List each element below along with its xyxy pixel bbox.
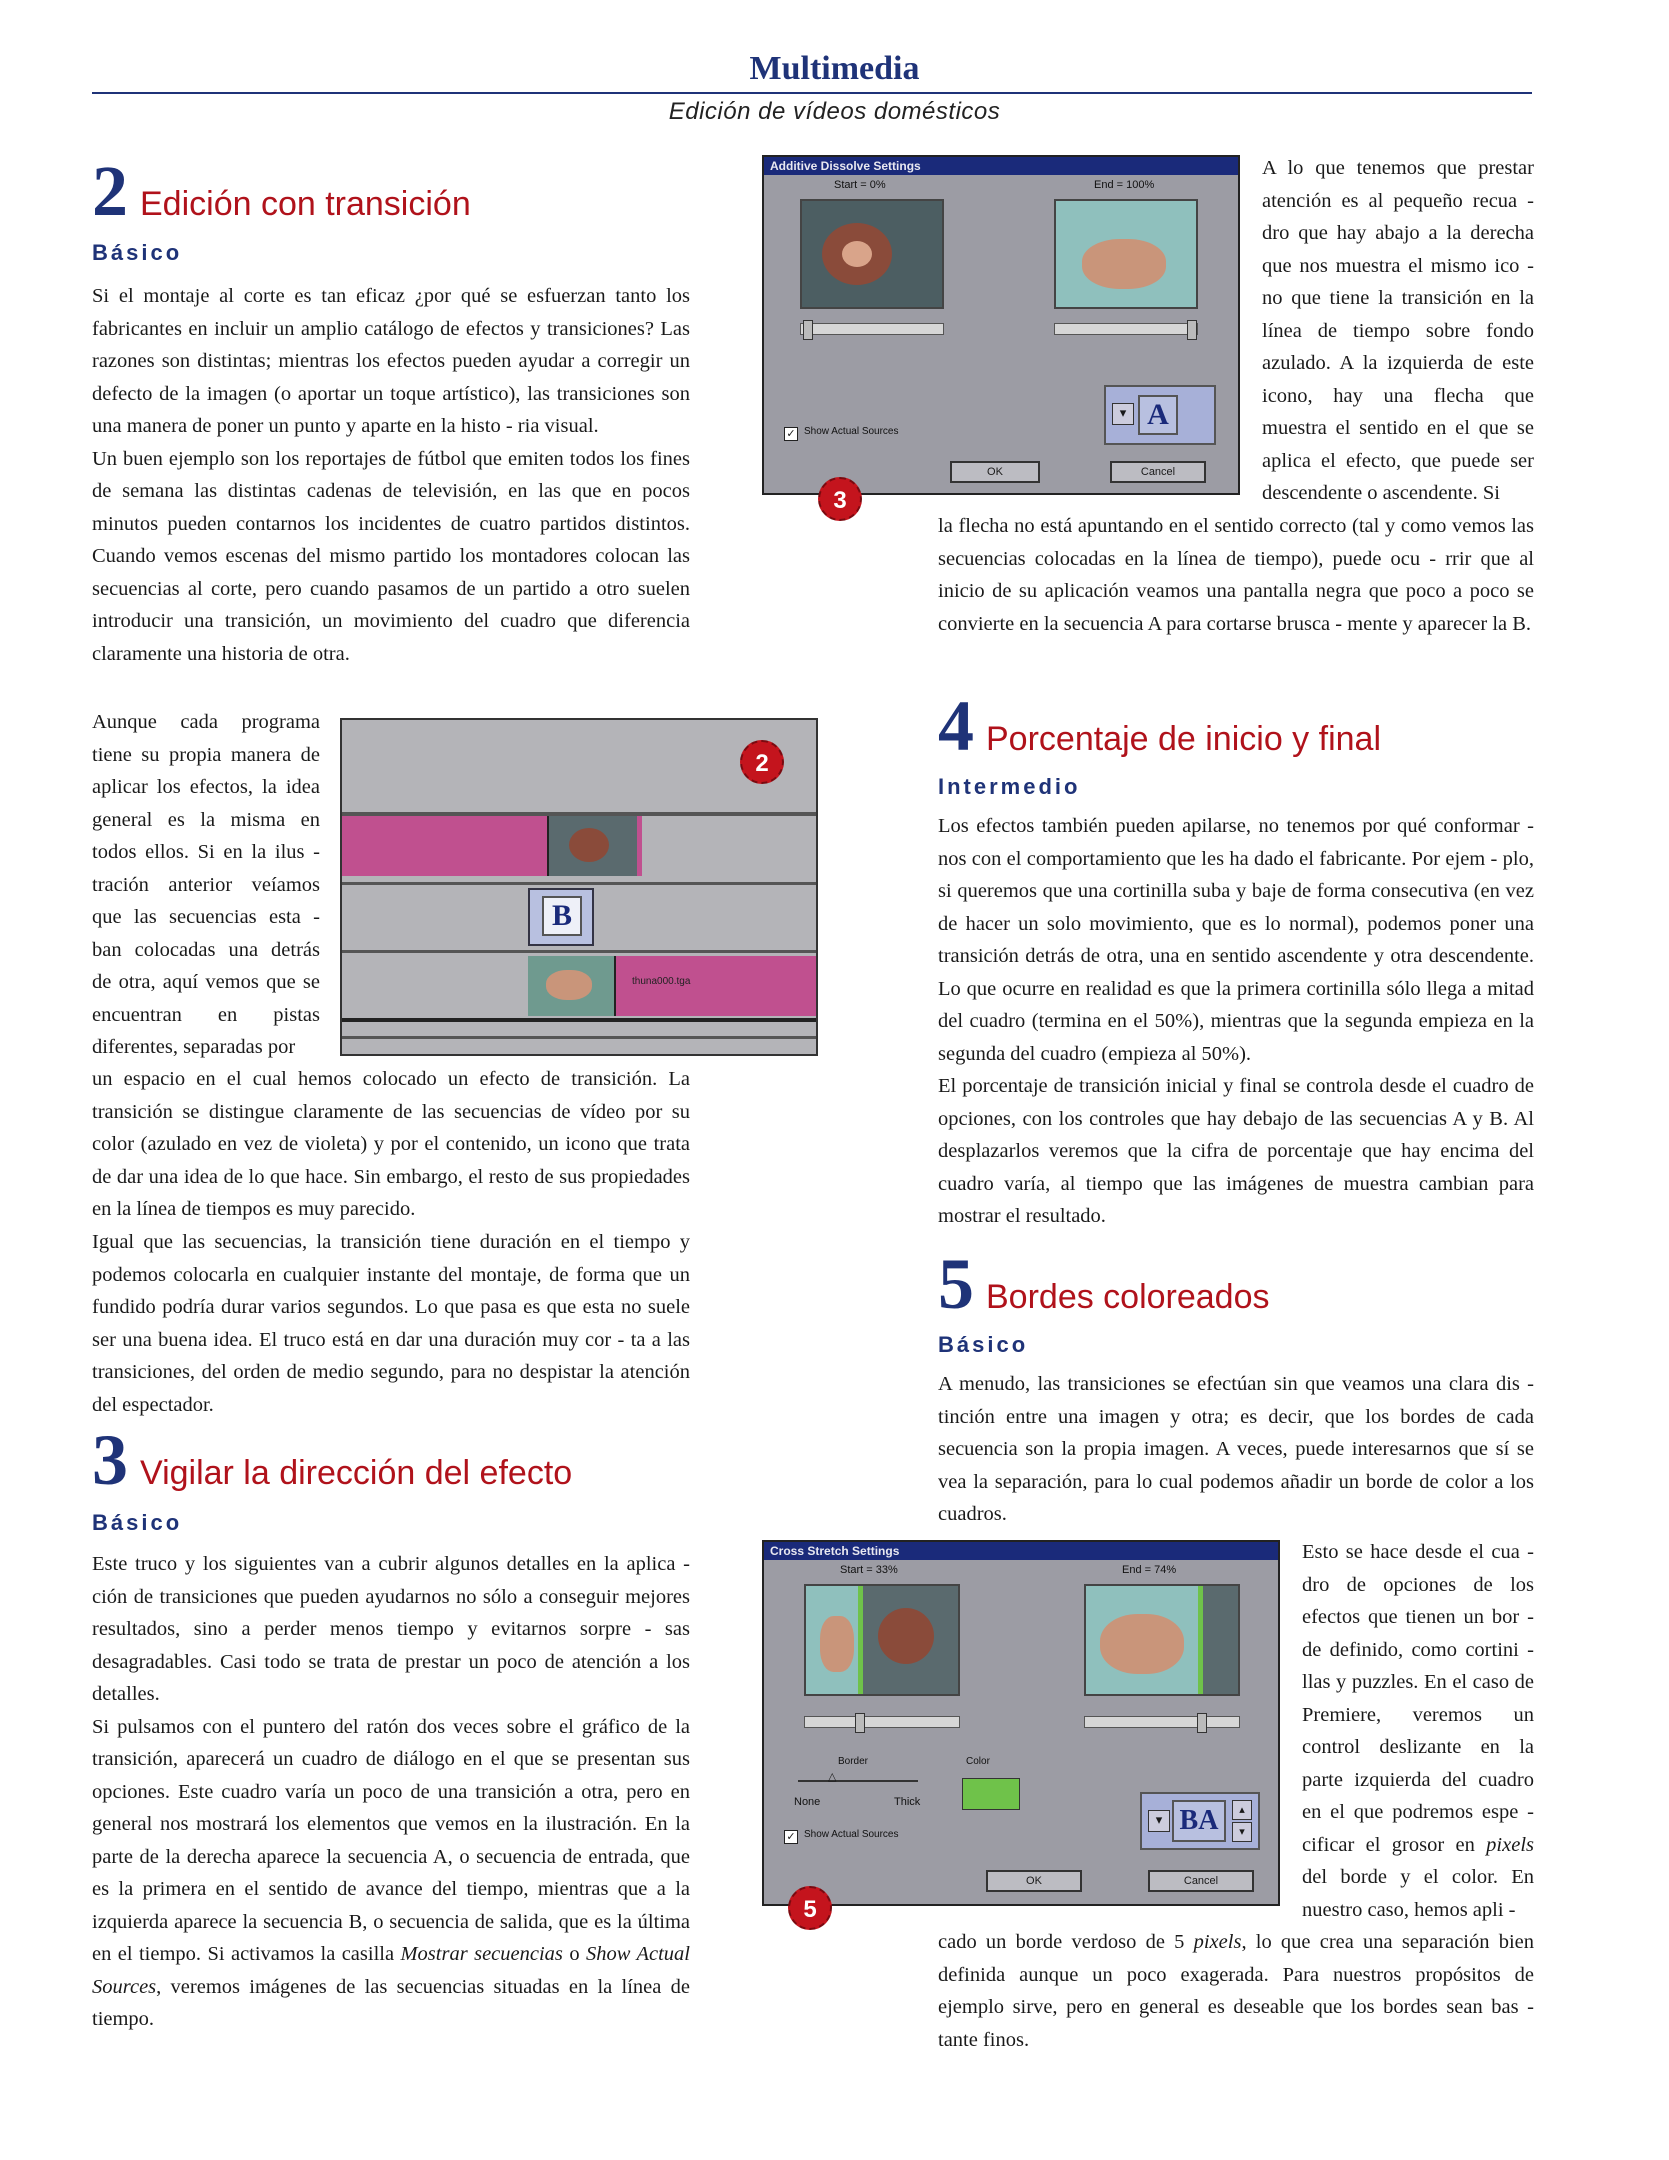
section-4-title: Porcentaje de inicio y final — [986, 720, 1382, 758]
clip-b-thumbnail — [528, 956, 616, 1016]
section-3-paragraph-2: Si pulsamos con el puntero del ratón dos veces sobre el gráfico de la transición, aparecerá un cuadro de diálogo en el que se presentan sus opciones. Este cuadro varía un poco de una transición a otra, pero en general nos mostrará los elementos que vemos en la ilustración. En la parte de la derecha aparece la secuencia A, o secuencia de entrada, que es la primera en el sentido de avance del tiempo, mientras que a la izquierda aparece la secuencia B, o secuencia de salida, que es la última en el tiempo. Si activamos la casilla Mostrar secuencias o Show Actual Sources, veremos imágenes de las secuencias situadas en la línea de tiempo. — [92, 1715, 690, 2030]
none-label: None — [794, 1796, 821, 1808]
transition-icon-a: A — [1138, 395, 1178, 435]
end-slider-knob[interactable] — [1197, 1713, 1207, 1733]
figure-3-dialog-title: Additive Dissolve Settings — [764, 157, 1238, 175]
section-3-number: 3 — [92, 1420, 128, 1500]
section-2-paragraph-2: Un buen ejemplo son los reportajes de fútbol que emiten todos los fines de semana las distintas cadenas de televisión, en las que en pocos minutos pueden contarnos los incidentes de cuatro partidos distintos. Cuando vemos escenas del mismo partido los montadores colocan las secuencias al corte, pero cuando pasamos de un partido a otro suelen introducir una transición, un movimiento del cuadro que diferencia claramente una historia de otra. — [92, 447, 690, 665]
section-2-paragraph-3-rest: un espacio en el cual hemos colocado un efecto de transición. La transición se distingue claramente de las secuencias de vídeo por su color (azulado en vez de violeta) y por el contenido, un icono que trata de dar una idea de lo que hace. Sin embargo, el resto de sus propiedades en la línea de tiempos es muy parecido. — [92, 1068, 690, 1220]
section-3-heading — [92, 1420, 692, 1500]
start-percent-label: Start = 33% — [840, 1564, 898, 1576]
section-5-title: Bordes coloreados — [986, 1278, 1270, 1316]
section-4-level: Intermedio — [938, 774, 1081, 799]
figure-3-badge: 3 — [818, 477, 862, 521]
direction-arrow-icon[interactable]: ▾ — [1148, 1810, 1170, 1832]
transition-icon: B — [542, 896, 582, 936]
clip-b-label: thuna000.tga — [632, 976, 691, 987]
show-sources-checkbox[interactable]: ✓ — [784, 427, 798, 441]
border-width-knob-icon[interactable]: △ — [828, 1770, 837, 1783]
start-slider-knob[interactable] — [803, 320, 813, 340]
section-5-level: Básico — [938, 1332, 1029, 1357]
section-4-number: 4 — [938, 686, 974, 766]
header-title: Multimedia — [749, 50, 920, 87]
up-arrow-icon[interactable]: ▴ — [1232, 1800, 1252, 1820]
section-2-level: Básico — [92, 240, 183, 265]
figure-3-dialog — [762, 155, 1240, 495]
section-4-heading — [938, 686, 1538, 766]
section-2-paragraph-1: Si el montaje al corte es tan eficaz ¿por qué se esfuerzan tanto los fabricantes en incluir un amplio catálogo de efectos y transiciones? Las razones son distintas; mientras los efectos pueden ayudar a corregir un defecto de la imagen (o aportar un toque artístico), las transiciones son una manera de poner un punto y aparte en la histo - ria visual. — [92, 285, 690, 437]
header-rule — [92, 92, 1532, 94]
start-slider-knob[interactable] — [855, 1713, 865, 1733]
border-label: Border — [838, 1756, 869, 1767]
show-sources-checkbox[interactable]: ✓ — [784, 1830, 798, 1844]
sequence-b-preview — [1054, 199, 1198, 309]
section-4-body — [938, 810, 1534, 1233]
section-5-paragraph-2-rest: cado un borde verdoso de 5 pixels, lo que crea una separación bien definida aunque un poco exagerada. Para nuestros propósitos de ejemplo sirve, pero en general es deseable que los bordes sean bas - tante finos. — [938, 1931, 1534, 2051]
border-width-slider[interactable] — [798, 1780, 918, 1782]
figure-2-timeline — [340, 718, 818, 1056]
transition-block — [528, 888, 594, 946]
section-4-paragraph-2: El porcentaje de transición inicial y final se controla desde el cuadro de opciones, con los controles que hay debajo de las secuencias A y B. Al desplazarlos veremos que la cifra de porcentaje que hay encima del cuadro varía, al tiempo que las imágenes de muestra cambian para mostrar el resultado. — [938, 1075, 1534, 1227]
color-label: Color — [966, 1756, 990, 1767]
section-3-level: Básico — [92, 1510, 183, 1535]
transition-icon-ba: BA — [1172, 1800, 1226, 1842]
section-5-paragraph-1: A menudo, las transiciones se efectúan sin que veamos una clara dis - tinción entre una imagen y otra; es decir, que los bordes de cada secuencia son la propia imagen. A veces, puede interesarnos que sí se vea la separación, para lo cual podemos añadir un borde de color a los cuadros. — [938, 1373, 1534, 1525]
end-percent-label: End = 100% — [1094, 179, 1155, 191]
thick-label: Thick — [894, 1796, 921, 1808]
section-3-right-wrap: A lo que tenemos que prestar atención es al pequeño recua - dro que hay abajo a la derecha que nos muestra el mismo ico - no que tiene la transición en la línea de tiempo sobre fondo azulado. A la izquierda de este icono, hay una flecha que muestra el sentido en el que se aplica el efecto, que puede ser descendente o ascendente. Si — [1262, 157, 1534, 504]
section-5-paragraph-2-wrap: Esto se hace desde el cua - dro de opciones de los efectos que tienen un bor - de definido, como cortini - llas y puzzles. En el caso de Premiere, veremos un control deslizante en la parte izquierda del cuadro en el que podremos espe - cificar el grosor en pixels del borde y el color. En nuestro caso, hemos apli - — [1302, 1541, 1534, 1921]
cancel-button[interactable]: Cancel — [1148, 1870, 1254, 1892]
section-5-number: 5 — [938, 1244, 974, 1324]
sequence-b-preview — [1084, 1584, 1240, 1696]
header-subtitle: Edición de vídeos domésticos — [668, 98, 1001, 125]
figure-5-badge: 5 — [788, 1886, 832, 1930]
end-slider-knob[interactable] — [1187, 320, 1197, 340]
start-slider[interactable] — [804, 1716, 960, 1728]
section-2-paragraph-3-wrap: Aunque cada programa tiene su propia manera de aplicar los efectos, la idea general es la misma en todos ellos. Si en la ilus - tración anterior veíamos que las secuencias esta - ban colocadas una detrás de otra, aquí vemos que se encuentran en pistas diferentes, separadas por — [92, 711, 320, 1058]
direction-arrow-icon[interactable]: ▾ — [1112, 403, 1134, 425]
end-percent-label: End = 74% — [1122, 1564, 1177, 1576]
section-2-body — [92, 280, 690, 670]
figure-5-dialog-title: Cross Stretch Settings — [764, 1542, 1278, 1560]
direction-box — [1104, 385, 1216, 445]
section-3-right-rest: la flecha no está apuntando en el sentido correcto (tal y como vemos las secuencias colocadas en la línea de tiempo), puede ocu - rrir que al inicio de su aplicación veamos una pantalla negra que poco a poco se convierte en la secuencia A para cortarse brusca - mente y aparecer la B. — [938, 515, 1534, 635]
section-3-body — [92, 1548, 690, 2036]
section-4-paragraph-1: Los efectos también pueden apilarse, no tenemos por qué conformar - nos con el comportamiento que les ha dado el fabricante. Por ejem - plo, si queremos que una cortinilla suba y baje de forma consecutiva (en vez de hacer un solo movimiento, que es lo normal), podemos poner una transición detrás de otra, una en sentido ascendente y otra descendente. Lo que ocurre en realidad es que la primera cortinilla sólo llega a mitad del cuadro (termina en el 50%), mientras que la segunda empieza en la segunda del cuadro (empieza al 50%). — [938, 815, 1534, 1065]
sequence-a-preview — [804, 1584, 960, 1696]
cancel-button[interactable]: Cancel — [1110, 461, 1206, 483]
direction-box — [1140, 1792, 1260, 1850]
show-sources-label: Show Actual Sources — [804, 1829, 899, 1840]
ok-button[interactable]: OK — [986, 1870, 1082, 1892]
down-arrow-icon[interactable]: ▾ — [1232, 1822, 1252, 1842]
start-slider[interactable] — [800, 323, 944, 335]
section-2-heading — [92, 151, 692, 231]
section-3-paragraph-1: Este truco y los siguientes van a cubrir algunos detalles en la aplica - ción de transiciones que pueden ayudarnos no sólo a conseguir mejores resultados, sino a perder menos tiempo y evitarnos sorpre - sas desagradables. Casi todo se trata de prestar un poco de atención a los detalles. — [92, 1553, 690, 1705]
sequence-a-preview — [800, 199, 944, 309]
start-percent-label: Start = 0% — [834, 179, 886, 191]
end-slider[interactable] — [1084, 1716, 1240, 1728]
ok-button[interactable]: OK — [950, 461, 1040, 483]
end-slider[interactable] — [1054, 323, 1198, 335]
border-color-swatch[interactable] — [962, 1778, 1020, 1810]
figure-2-badge: 2 — [740, 740, 784, 784]
section-5-heading — [938, 1244, 1538, 1324]
section-3-title: Vigilar la dirección del efecto — [140, 1454, 573, 1492]
figure-5-dialog — [762, 1540, 1280, 1906]
section-2-paragraph-4: Igual que las secuencias, la transición tiene duración en el tiempo y podemos colocarla en cualquier instante del montaje, de forma que un fundido podría durar varios segundos. Lo que pasa es que esta no suele ser una buena idea. El truco está en dar una duración muy cor - ta a las transiciones, del orden de medio segundo, para no despistar la atención del espectador. — [92, 1231, 690, 1416]
clip-a-thumbnail — [547, 816, 637, 876]
show-sources-label: Show Actual Sources — [804, 426, 899, 437]
section-2-title: Edición con transición — [140, 185, 471, 223]
section-2-number: 2 — [92, 151, 128, 231]
